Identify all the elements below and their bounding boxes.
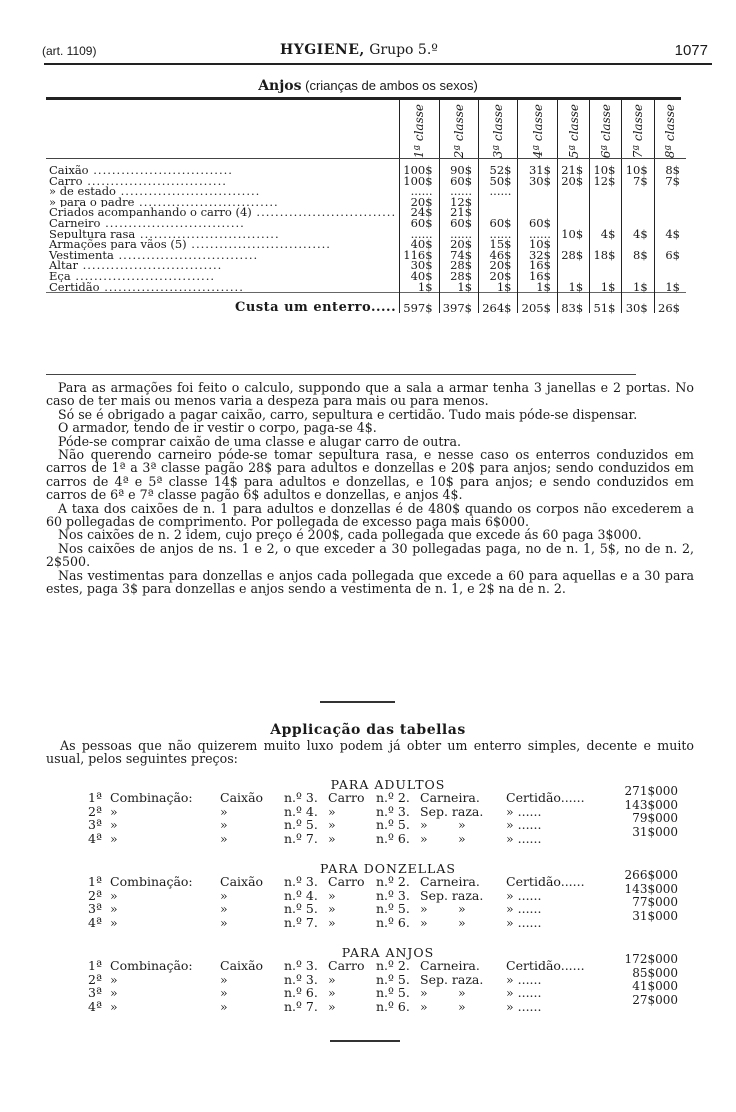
combo-caixao: » <box>220 914 228 930</box>
combo-sep1: Carneira. <box>420 790 480 805</box>
combo-ord: 2ª <box>88 803 102 819</box>
group-title: PARA DONZELLAS <box>320 861 456 876</box>
section-title: Applicação das tabellas <box>270 722 466 738</box>
combo-ca-no: n.º 2. <box>376 958 410 973</box>
page-heading: HYGIENE, Grupo 5.º <box>280 42 438 58</box>
note-paragraph: Nos caixões de n. 2 idem, cujo preço é 200$, cada pollegada que excede ás 60 paga 3$000. <box>58 527 642 543</box>
combo-caixao: » <box>220 817 228 832</box>
combo-price: 79$000 <box>632 811 678 825</box>
combo-label: » <box>110 914 118 930</box>
combo-ord: 4ª <box>88 830 102 846</box>
table-row <box>46 218 686 229</box>
cell-value <box>622 186 654 197</box>
combo-cx-no: n.º 7. <box>284 998 318 1014</box>
row-label: Sepultura rasa .............................. <box>49 228 280 240</box>
total-value: 264$ <box>479 293 518 314</box>
combo-carro: » <box>328 901 336 916</box>
combo-cert: » ...... <box>506 817 542 832</box>
cell-value <box>654 197 686 208</box>
combo-caixao: » <box>220 971 228 987</box>
combo-ord: 1ª <box>88 958 102 973</box>
combo-label: » <box>110 998 118 1014</box>
cell-value: 60$ <box>439 218 478 229</box>
table-row <box>46 250 686 261</box>
combo-carro: Carro <box>328 874 365 889</box>
cell-value: 50$ <box>479 176 518 187</box>
cell-value <box>518 197 557 208</box>
combo-carro: » <box>328 998 336 1014</box>
combo-ord: 4ª <box>88 998 102 1014</box>
combo-ca-no: n.º 3. <box>376 803 410 819</box>
cell-value <box>557 186 589 197</box>
combo-cert: » ...... <box>506 887 542 903</box>
combo-label: » <box>110 817 118 832</box>
combo-ca-no: n.º 6. <box>376 998 410 1014</box>
cell-value: 10$ <box>557 229 589 240</box>
cell-value: 1$ <box>518 282 557 293</box>
combo-ord: 2ª <box>88 887 102 903</box>
combo-caixao: » <box>220 887 228 903</box>
cell-value: 60$ <box>479 218 518 229</box>
combo-price: 266$000 <box>624 868 678 882</box>
combo-ord: 4ª <box>88 914 102 930</box>
combo-label: » <box>110 830 118 846</box>
combo-ord: 3ª <box>88 817 102 832</box>
cell-value <box>622 197 654 208</box>
cell-value: 74$ <box>439 250 478 261</box>
combination-group <box>88 778 688 845</box>
combo-label: Combinação: <box>110 790 193 805</box>
cell-value <box>590 197 622 208</box>
cell-value: 30$ <box>518 176 557 187</box>
total-value: 597$ <box>400 293 439 314</box>
cell-value <box>654 186 686 197</box>
note-paragraph: Só se é obrigado a pagar caixão, carro, sepultura e certidão. Tudo mais póde-se dispensar. <box>58 406 638 422</box>
cell-value: 16$ <box>518 260 557 271</box>
column-header: 6ª classe <box>590 100 622 159</box>
combo-cx-no: n.º 5. <box>284 901 318 916</box>
combo-cert: » ...... <box>506 985 542 1000</box>
cell-value: 10$ <box>622 159 654 176</box>
cell-value: 1$ <box>622 282 654 293</box>
cell-value <box>557 197 589 208</box>
column-header: 8ª classe <box>654 100 686 159</box>
combo-cert: » ...... <box>506 901 542 916</box>
cell-value: 12$ <box>590 176 622 187</box>
combo-sep1: » <box>420 998 428 1014</box>
cell-value: 8$ <box>654 159 686 176</box>
row-label: Eça .............................. <box>49 270 216 282</box>
cell-value: 90$ <box>439 159 478 176</box>
total-value: 83$ <box>557 293 589 314</box>
notes-block <box>46 381 694 596</box>
running-header <box>42 40 708 62</box>
cell-value: ...... <box>439 229 478 240</box>
combo-ca-no: n.º 5. <box>376 971 410 987</box>
combo-ca-no: n.º 5. <box>376 985 410 1000</box>
group-title: PARA ANJOS <box>341 945 435 960</box>
cell-value: 18$ <box>590 250 622 261</box>
table-title: Anjos (crianças de ambos os sexos) <box>258 78 478 94</box>
combo-caixao: » <box>220 998 228 1014</box>
table-row <box>46 197 686 208</box>
note-paragraph: O armador, tendo de ir vestir o corpo, paga-se 4$. <box>58 420 377 436</box>
cell-value: 1$ <box>439 282 478 293</box>
combo-caixao: » <box>220 985 228 1000</box>
combo-ca-no: n.º 6. <box>376 830 410 846</box>
row-label: Altar .............................. <box>49 260 223 271</box>
total-row <box>46 293 686 314</box>
cell-value: 20$ <box>479 260 518 271</box>
combo-sep2: » <box>458 998 466 1014</box>
combo-caixao: » <box>220 901 228 916</box>
table-row <box>46 229 686 240</box>
cell-value <box>590 186 622 197</box>
table-row <box>46 239 686 250</box>
cell-value <box>622 207 654 218</box>
combo-ord: 1ª <box>88 874 102 889</box>
combo-cx-no: n.º 7. <box>284 914 318 930</box>
combo-cert: Certidão...... <box>506 958 585 973</box>
combo-price: 27$000 <box>632 992 678 1007</box>
cell-value <box>622 260 654 271</box>
total-value: 26$ <box>654 293 686 314</box>
cell-value: 4$ <box>622 229 654 240</box>
cell-value: ...... <box>439 186 478 197</box>
cell-value: 100$ <box>400 176 439 187</box>
combo-carro: » <box>328 914 336 930</box>
column-header: 7ª classe <box>622 100 654 159</box>
cell-value: 7$ <box>654 176 686 187</box>
cell-value: 1$ <box>479 282 518 293</box>
total-value: 51$ <box>590 293 622 314</box>
combo-label: » <box>110 803 118 819</box>
cell-value: 15$ <box>479 239 518 250</box>
cell-value: 100$ <box>400 159 439 176</box>
cell-value: 20$ <box>557 176 589 187</box>
cell-value <box>590 260 622 271</box>
combo-carro: » <box>328 830 336 846</box>
cell-value: 21$ <box>557 159 589 176</box>
note-paragraph: Não querendo carneiro póde-se tomar sepultura rasa, e nesse caso os enterros conduzidos em carros de 1ª a 3ª classe pagão 28$ para adultos e donzellas e 20$ para anjos; sendo conduzidos em carros de 4ª e 5ª classe 14$ para adultos e donzellas, e 10$ para anjos; e sendo conduzidos em carros de 6ª e 7ª classe pagão 6$ adultos e donzellas, e anjos 4$. <box>46 447 694 503</box>
cell-value: 6$ <box>654 250 686 261</box>
combo-cx-no: n.º 4. <box>284 887 318 903</box>
cell-value: 1$ <box>557 282 589 293</box>
page-number: 1077 <box>674 42 708 59</box>
combo-label: » <box>110 887 118 903</box>
combo-sep1: Carneira. <box>420 874 480 889</box>
combo-ca-no: n.º 5. <box>376 817 410 832</box>
combo-price: 143$000 <box>624 881 678 896</box>
combo-sep2: » <box>458 914 466 930</box>
combo-label: Combinação: <box>110 958 193 973</box>
combo-carro: » <box>328 985 336 1000</box>
row-label: Criados acompanhando o carro (4) .............................. <box>49 207 397 218</box>
table-bottom-rule <box>46 374 636 375</box>
combo-cert: Certidão...... <box>506 790 585 805</box>
combo-label: » <box>110 971 118 987</box>
cell-value: 12$ <box>439 197 478 208</box>
cell-value: ...... <box>479 229 518 240</box>
table-row <box>46 207 686 218</box>
combo-ord: 2ª <box>88 971 102 987</box>
combo-carro: » <box>328 887 336 903</box>
header-blank <box>46 100 400 159</box>
combo-cert: » ...... <box>506 803 542 819</box>
cost-table <box>46 100 686 313</box>
table-row <box>46 186 686 197</box>
cell-value: 20$ <box>439 239 478 250</box>
cell-value: ...... <box>479 186 518 197</box>
row-label: Caixão .............................. <box>49 163 233 176</box>
combo-carro: Carro <box>328 790 365 805</box>
combo-price: 271$000 <box>624 784 678 798</box>
combo-cert: » ...... <box>506 971 542 987</box>
combo-sep1: » <box>420 985 428 1000</box>
application-intro: As pessoas que não quizerem muito luxo podem já obter um enterro simples, decente e muito usual, pelos seguintes preços: <box>46 738 694 767</box>
total-value: 30$ <box>622 293 654 314</box>
cell-value: 10$ <box>590 159 622 176</box>
end-divider <box>330 1040 400 1042</box>
combo-sep2: » <box>458 901 466 916</box>
combo-cx-no: n.º 6. <box>284 985 318 1000</box>
cell-value: 20$ <box>479 271 518 282</box>
cell-value: ...... <box>400 229 439 240</box>
combo-caixao: Caixão <box>220 958 264 973</box>
combo-cert: » ...... <box>506 914 542 930</box>
cell-value: 7$ <box>622 176 654 187</box>
cell-value: 32$ <box>518 250 557 261</box>
cell-value: 4$ <box>590 229 622 240</box>
cell-value <box>654 260 686 271</box>
combo-sep1: Sep. raza. <box>420 803 484 819</box>
combo-price: 31$000 <box>632 908 678 923</box>
combination-group <box>88 946 688 1013</box>
combo-ord: 3ª <box>88 901 102 916</box>
combo-carro: » <box>328 817 336 832</box>
cell-value: 10$ <box>518 239 557 250</box>
combo-carro: Carro <box>328 958 365 973</box>
combination-group <box>88 862 688 929</box>
combo-caixao: » <box>220 830 228 846</box>
combo-ord: 1ª <box>88 790 102 805</box>
combo-price: 41$000 <box>632 979 678 993</box>
combo-cert: » ...... <box>506 998 542 1014</box>
row-label: Certidão .............................. <box>49 281 244 293</box>
total-value: 397$ <box>439 293 478 314</box>
note-paragraph: Póde-se comprar caixão de uma classe e alugar carro de outra. <box>58 433 461 449</box>
combo-price: 143$000 <box>624 797 678 812</box>
combo-ca-no: n.º 2. <box>376 874 410 889</box>
cell-value <box>557 207 589 218</box>
cell-value: 60$ <box>400 218 439 229</box>
column-header: 5ª classe <box>557 100 589 159</box>
group-title: PARA ADULTOS <box>330 777 446 792</box>
combo-cx-no: n.º 5. <box>284 817 318 832</box>
column-header: 3ª classe <box>479 100 518 159</box>
combo-sep2: » <box>458 985 466 1000</box>
combo-sep1: » <box>420 817 428 832</box>
cell-value: 1$ <box>400 282 439 293</box>
combo-ca-no: n.º 6. <box>376 914 410 930</box>
section-divider <box>320 701 395 703</box>
cell-value: ...... <box>400 186 439 197</box>
cell-value: 60$ <box>518 218 557 229</box>
cell-value: 40$ <box>400 239 439 250</box>
combo-price: 31$000 <box>632 824 678 839</box>
total-label: Custa um enterro..... <box>46 293 400 314</box>
combo-sep1: Sep. raza. <box>420 887 484 903</box>
row-label: Carro .............................. <box>49 175 227 187</box>
cell-value: 28$ <box>439 260 478 271</box>
combo-ca-no: n.º 2. <box>376 790 410 805</box>
cell-value: 60$ <box>439 176 478 187</box>
combo-sep1: Sep. raza. <box>420 971 484 987</box>
note-paragraph: Nos caixões de anjos de ns. 1 e 2, o que exceder a 30 pollegadas paga, no de n. 1, 5$, no de n. 2, 2$500. <box>46 540 694 570</box>
combo-caixao: » <box>220 803 228 819</box>
table-row <box>46 260 686 271</box>
cell-value <box>479 197 518 208</box>
cell-value: 28$ <box>557 250 589 261</box>
combo-ord: 3ª <box>88 985 102 1000</box>
combo-caixao: Caixão <box>220 874 264 889</box>
cell-value <box>518 186 557 197</box>
note-paragraph: Nas vestimentas para donzellas e anjos cada pollegada que excede a 60 para aquellas e a 30 para estes, paga 3$ para donzellas e anjos sendo a vestimenta de n. 1, e 2$ na de n. 2. <box>46 567 694 597</box>
combo-ca-no: n.º 3. <box>376 887 410 903</box>
total-value: 205$ <box>518 293 557 314</box>
column-header: 4ª classe <box>518 100 557 159</box>
cell-value: 52$ <box>479 159 518 176</box>
combo-label: » <box>110 901 118 916</box>
combo-cx-no: n.º 3. <box>284 958 318 973</box>
combo-cert: » ...... <box>506 830 542 846</box>
combo-sep1: » <box>420 830 428 846</box>
combo-cx-no: n.º 7. <box>284 830 318 846</box>
table-row <box>46 271 686 282</box>
cell-value: 24$ <box>400 207 439 218</box>
combo-price: 85$000 <box>632 965 678 980</box>
row-label: » para o padre .............................. <box>49 196 279 208</box>
cell-value: 8$ <box>622 250 654 261</box>
combo-ca-no: n.º 5. <box>376 901 410 916</box>
combo-label: Combinação: <box>110 874 193 889</box>
header-divider <box>44 63 712 65</box>
combo-carro: » <box>328 971 336 987</box>
table-row <box>46 159 686 176</box>
combo-cx-no: n.º 3. <box>284 790 318 805</box>
table-row <box>46 282 686 293</box>
cell-value <box>557 260 589 271</box>
combo-label: » <box>110 985 118 1000</box>
cell-value <box>654 207 686 218</box>
article-ref: (art. 1109) <box>42 44 97 58</box>
cell-value: 46$ <box>479 250 518 261</box>
row-label: Carneiro .............................. <box>49 217 245 229</box>
cell-value: 30$ <box>400 260 439 271</box>
combo-sep1: » <box>420 901 428 916</box>
cell-value <box>590 207 622 218</box>
table-header-row <box>46 100 686 159</box>
cell-value: 21$ <box>439 207 478 218</box>
cell-value: ...... <box>518 229 557 240</box>
row-label: Vestimenta .............................. <box>49 249 259 261</box>
table-body <box>46 159 686 314</box>
combo-price: 172$000 <box>624 952 678 966</box>
table-row <box>46 176 686 187</box>
combo-caixao: Caixão <box>220 790 264 805</box>
cell-value: 116$ <box>400 250 439 261</box>
row-label: » de estado .............................. <box>49 186 261 197</box>
combo-carro: » <box>328 803 336 819</box>
note-paragraph: A taxa dos caixões de n. 1 para adultos e donzellas é de 480$ quando os corpos não excederem a 60 pollegadas de comprimento. Por pollegada de excesso paga mais 6$000. <box>46 500 694 530</box>
cell-value: 28$ <box>439 271 478 282</box>
cell-value: 40$ <box>400 271 439 282</box>
combo-cert: Certidão...... <box>506 874 585 889</box>
cell-value: 16$ <box>518 271 557 282</box>
column-header: 1ª classe <box>400 100 439 159</box>
combo-sep1: » <box>420 914 428 930</box>
combo-sep2: » <box>458 830 466 846</box>
note-paragraph: Para as armações foi feito o calculo, suppondo que a sala a armar tenha 3 janellas e 2 portas. No caso de ter mais ou menos varia a despeza para mais ou para menos. <box>46 380 694 409</box>
cell-value: 31$ <box>518 159 557 176</box>
combo-price: 77$000 <box>632 895 678 909</box>
cell-value: 1$ <box>654 282 686 293</box>
combo-cx-no: n.º 4. <box>284 803 318 819</box>
row-label: Armações para vãos (5) .............................. <box>49 239 331 250</box>
combo-cx-no: n.º 3. <box>284 874 318 889</box>
combo-sep2: » <box>458 817 466 832</box>
combo-sep1: Carneira. <box>420 958 480 973</box>
combo-cx-no: n.º 3. <box>284 971 318 987</box>
cell-value: 1$ <box>590 282 622 293</box>
column-header: 2ª classe <box>439 100 478 159</box>
cell-value: 4$ <box>654 229 686 240</box>
cell-value: 20$ <box>400 197 439 208</box>
